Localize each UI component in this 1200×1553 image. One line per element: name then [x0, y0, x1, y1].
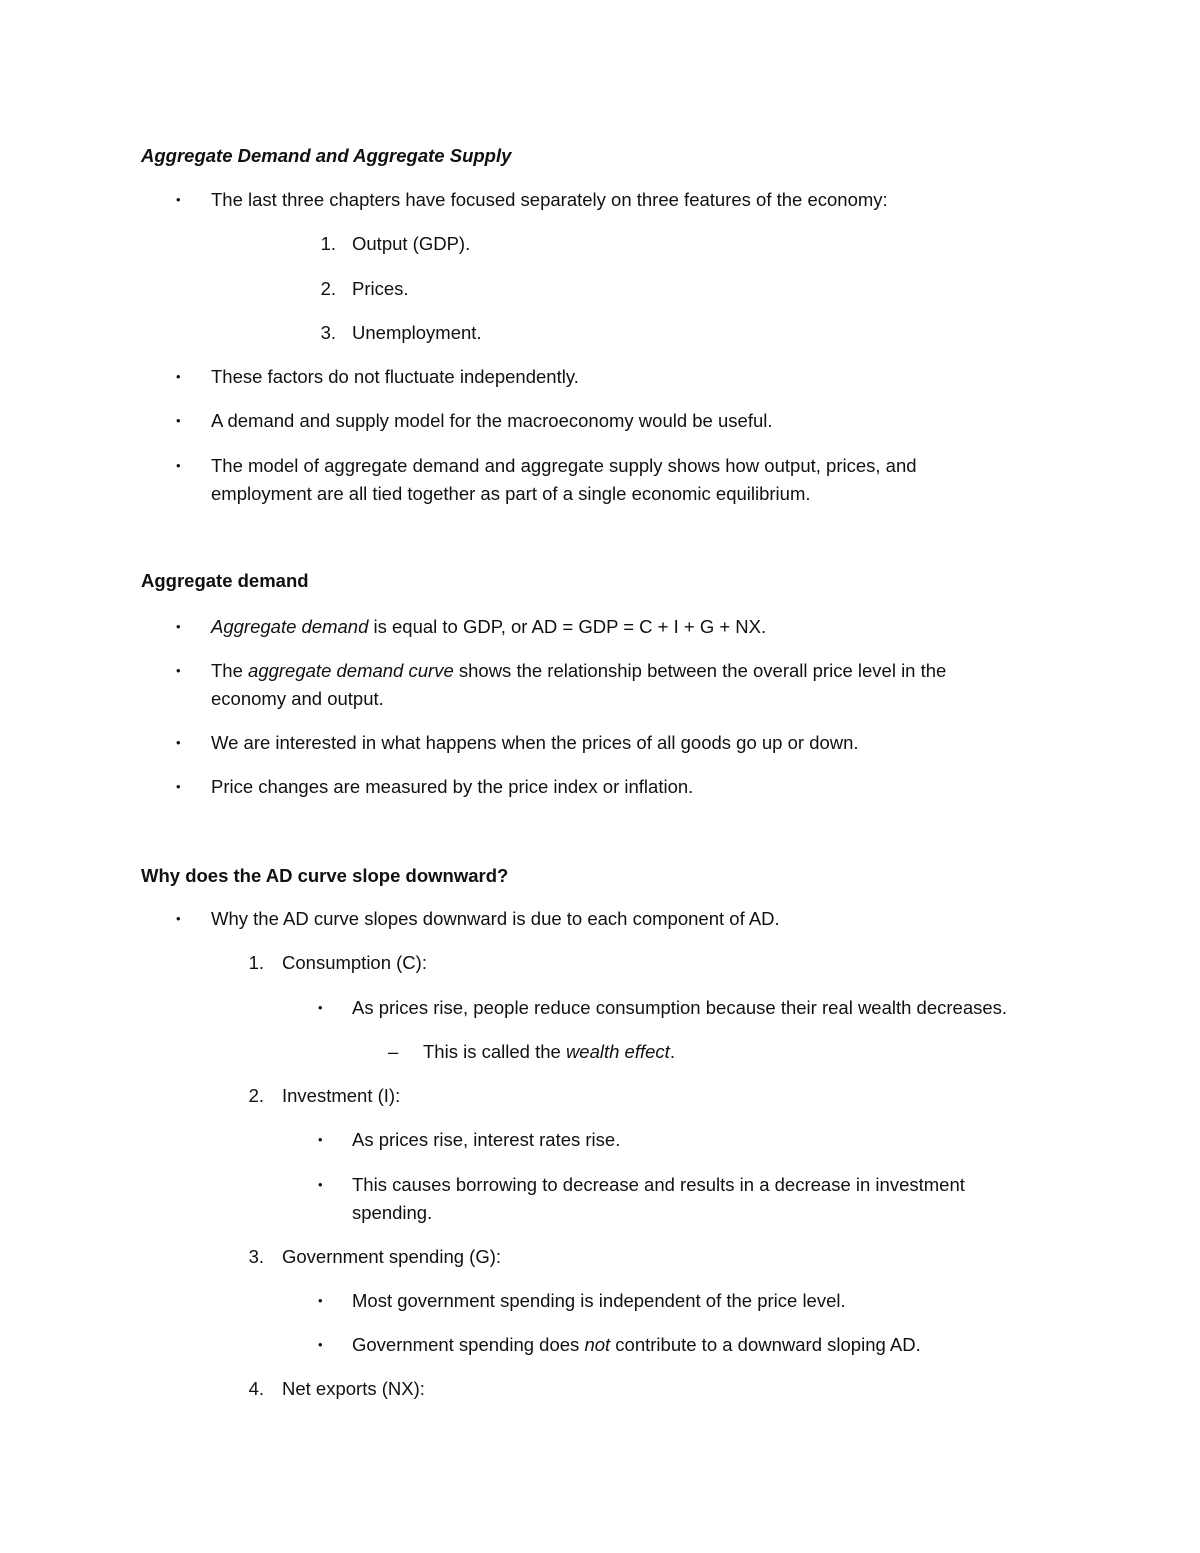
- list-number: 3.: [320, 322, 336, 343]
- list-number: 3.: [248, 1246, 264, 1267]
- bullet-text-continued: spending.: [352, 1202, 433, 1223]
- bullet-text: [211, 657, 946, 685]
- bullet-text: Price changes are measured by the price index or inflation.: [211, 776, 694, 797]
- list-item-prices: Prices.: [352, 278, 409, 299]
- bullet-text: The last three chapters have focused separately on three features of the economy:: [211, 189, 888, 210]
- bullet-text: As prices rise, interest rates rise.: [352, 1129, 621, 1150]
- term-aggregate-demand: Aggregate demand: [211, 616, 369, 637]
- bullet-marker: •: [176, 779, 181, 794]
- bullet-text: As prices rise, people reduce consumption because their real wealth decreases.: [352, 997, 1008, 1018]
- section-title-ad-as: Aggregate Demand and Aggregate Supply: [141, 145, 512, 166]
- bullet-text-pre: Government spending does: [352, 1334, 585, 1355]
- bullet-text-post: contribute to a downward sloping AD.: [610, 1334, 921, 1355]
- list-item-government-spending: Government spending (G):: [282, 1246, 502, 1267]
- bullet-marker: •: [176, 619, 181, 634]
- list-number: 2.: [320, 278, 336, 299]
- bullet-text: This causes borrowing to decrease and results in a decrease in investment: [352, 1174, 965, 1195]
- section-title-ad-slope: Why does the AD curve slope downward?: [141, 865, 509, 886]
- dash-text-pre: This is called the: [423, 1041, 566, 1062]
- bullet-text: We are interested in what happens when the prices of all goods go up or down.: [211, 732, 859, 753]
- dash-marker: –: [388, 1041, 399, 1062]
- dash-text-post: .: [669, 1041, 675, 1062]
- bullet-marker: •: [318, 1000, 323, 1015]
- bullet-marker: •: [176, 192, 181, 207]
- list-item-consumption: Consumption (C):: [282, 952, 427, 973]
- bullet-marker: •: [176, 369, 181, 384]
- bullet-marker: •: [176, 413, 181, 428]
- bullet-marker: •: [318, 1132, 323, 1147]
- bullet-marker: •: [176, 458, 181, 473]
- bullet-text-rest: is equal to GDP, or AD = GDP = C + I + G + NX.: [368, 616, 767, 637]
- list-number: 1.: [248, 952, 264, 973]
- list-number: 4.: [248, 1378, 264, 1399]
- bullet-text-pre: The: [211, 660, 249, 681]
- bullet-text: [352, 1331, 921, 1359]
- list-item-net-exports: Net exports (NX):: [282, 1378, 425, 1399]
- term-wealth-effect: wealth effect: [565, 1041, 670, 1062]
- bullet-text-continued: economy and output.: [211, 688, 384, 709]
- list-number: 1.: [320, 233, 336, 254]
- bullet-marker: •: [318, 1337, 323, 1352]
- list-item-investment: Investment (I):: [282, 1085, 401, 1106]
- bullet-text-continued: employment are all tied together as part of a single economic equilibrium.: [211, 483, 811, 504]
- bullet-marker: •: [176, 663, 181, 678]
- list-item-unemployment: Unemployment.: [352, 322, 482, 343]
- bullet-text: [211, 613, 766, 641]
- bullet-text: These factors do not fluctuate independently.: [211, 366, 579, 387]
- bullet-marker: •: [176, 911, 181, 926]
- bullet-marker: •: [176, 735, 181, 750]
- bullet-marker: •: [318, 1293, 323, 1308]
- bullet-text: A demand and supply model for the macroeconomy would be useful.: [211, 410, 773, 431]
- bullet-text: The model of aggregate demand and aggregate supply shows how output, prices, and: [211, 455, 917, 476]
- bullet-text: Why the AD curve slopes downward is due to each component of AD.: [211, 908, 780, 929]
- dash-text: [423, 1038, 675, 1066]
- bullet-text: Most government spending is independent of the price level.: [352, 1290, 846, 1311]
- bullet-text-rest: shows the relationship between the overall price level in the: [453, 660, 947, 681]
- list-item-output: Output (GDP).: [352, 233, 471, 254]
- bullet-marker: •: [318, 1177, 323, 1192]
- term-aggregate-demand-curve: aggregate demand curve: [248, 660, 454, 681]
- term-not: not: [584, 1334, 611, 1355]
- section-title-aggregate-demand: Aggregate demand: [141, 570, 309, 591]
- list-number: 2.: [248, 1085, 264, 1106]
